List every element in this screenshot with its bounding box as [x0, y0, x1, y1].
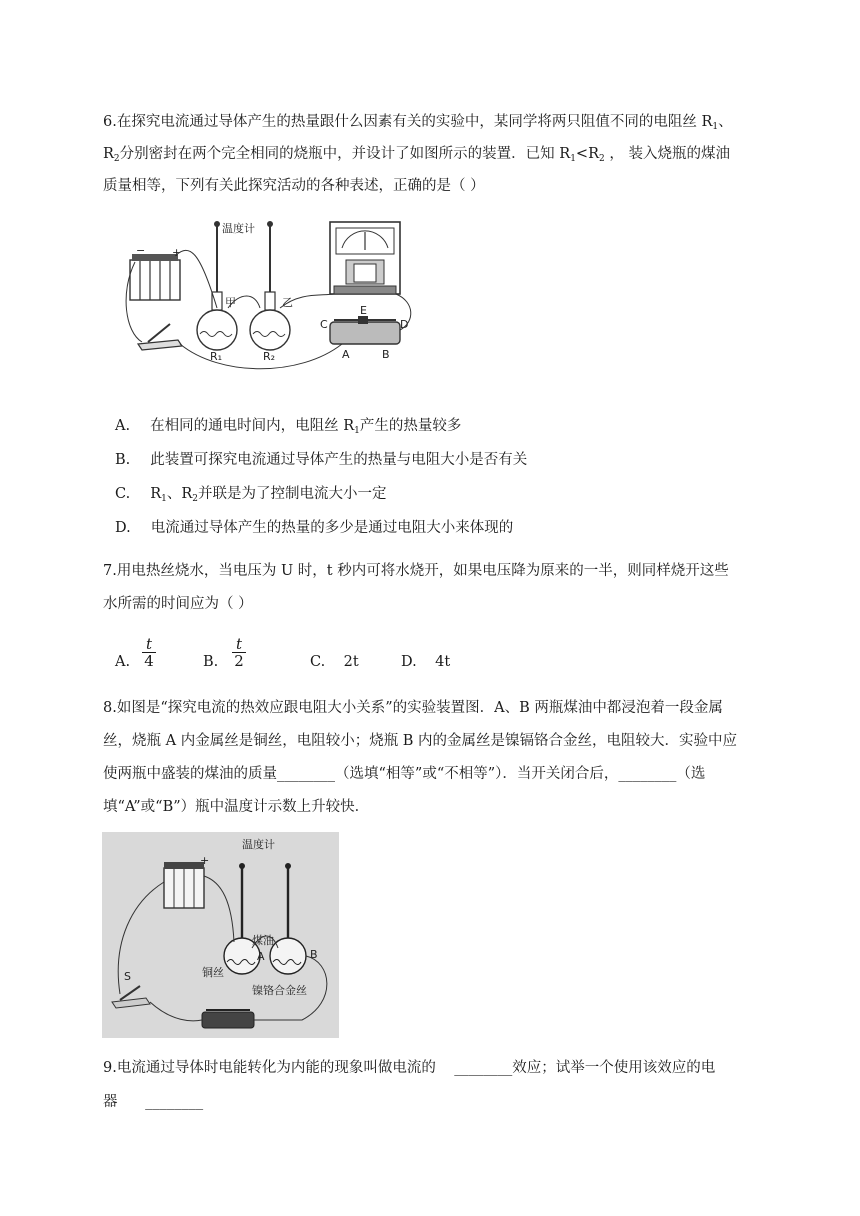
q6-option-c[interactable]: C. $R_1$、$R_2$并联是为了控制电流大小一定 — [115, 486, 387, 504]
rheostat-icon — [202, 1010, 254, 1028]
battery-icon — [164, 854, 209, 908]
q7-option-a-fraction: t 4 — [142, 637, 156, 668]
svg-text:A: A — [342, 348, 350, 361]
svg-text:B: B — [310, 948, 318, 961]
q6-option-a[interactable]: A. 在相同的通电时间内，电阻丝 $R_1$产生的热量较多 — [115, 418, 462, 436]
svg-text:D: D — [400, 318, 409, 331]
q7-option-b-fraction: t 2 — [232, 637, 246, 668]
q6-option-b[interactable]: B. 此装置可探究电流通过导体产生的热量与电阻大小是否有关 — [115, 452, 528, 468]
svg-text:+: + — [200, 854, 210, 867]
q7-line-1: 7.用电热丝烧水，当电压为 U 时，t 秒内可将水烧开，如果电压降为原来的一半，则同样烧开这些 — [103, 563, 729, 579]
q7-line-2: 水所需的时间应为（ ） — [103, 596, 253, 612]
q8-circuit-figure — [102, 832, 339, 1038]
svg-text:铜丝: 铜丝 — [202, 966, 224, 979]
switch-icon — [138, 324, 182, 350]
q8-line-4: 填“A”或“B”）瓶中温度计示数上升较快． — [103, 799, 370, 815]
svg-text:S: S — [124, 970, 131, 983]
svg-text:煤油: 煤油 — [252, 934, 274, 947]
svg-text:温度计: 温度计 — [242, 838, 275, 851]
svg-text:R₂: R₂ — [263, 350, 276, 363]
q6-line-2: $R_2$分别密封在两个完全相同的烧瓶中，并设计了如图所示的装置．已知 $R_1<R_2$ ， 装入烧瓶的煤油 — [103, 146, 730, 164]
q6-line-1: 6.在探究电流通过导体产生的热量跟什么因素有关的实验中，某同学将两只阻值不同的电阻丝 $R_1$、 — [103, 114, 733, 132]
svg-text:R₁: R₁ — [210, 350, 223, 363]
q9-line-2: 器 ________ — [103, 1094, 204, 1110]
q8-line-1: 8.如图是“探究电流的热效应跟电阻大小关系”的实验装置图．A、B 两瓶煤油中都浸泡着一段金属 — [103, 700, 723, 716]
svg-text:镍铬合金丝: 镍铬合金丝 — [252, 984, 307, 997]
svg-text:B: B — [382, 348, 390, 361]
q7-option-b[interactable]: B. — [203, 654, 219, 670]
flask-b — [250, 221, 293, 363]
battery-icon — [130, 244, 181, 300]
q7-option-d[interactable]: D. 4t — [401, 654, 451, 670]
flask-a — [197, 221, 237, 363]
svg-text:+: + — [172, 246, 182, 259]
q9-line-1: 9.电流通过导体时电能转化为内能的现象叫做电流的 ________效应；试举一个使用该效应的电 — [103, 1060, 716, 1076]
svg-text:A: A — [257, 950, 265, 963]
q6-line-3: 质量相等，下列有关此探究活动的各种表述，正确的是（ ） — [103, 178, 485, 194]
q7-option-a[interactable]: A. — [115, 654, 131, 670]
q6-option-d[interactable]: D. 电流通过导体产生的热量的多少是通过电阻大小来体现的 — [115, 520, 514, 536]
q8-line-3: 使两瓶中盛装的煤油的质量________（选填“相等”或“不相等”）．当开关闭合后，________（选 — [103, 766, 706, 782]
ammeter-icon — [330, 222, 400, 294]
q8-line-2: 丝，烧瓶 A 内金属丝是铜丝，电阻较小；烧瓶 B 内的金属丝是镍镉铬合金丝，电阻较大．实验中应 — [103, 733, 738, 749]
svg-text:温度计: 温度计 — [222, 222, 255, 235]
svg-text:乙: 乙 — [282, 296, 293, 309]
rheostat-icon — [320, 304, 408, 361]
svg-text:C: C — [320, 318, 328, 331]
svg-text:E: E — [360, 304, 367, 317]
svg-text:甲: 甲 — [225, 296, 236, 309]
q7-option-c[interactable]: C. 2t — [310, 654, 359, 670]
svg-text:−: − — [136, 244, 146, 257]
q6-circuit-figure — [120, 212, 420, 382]
